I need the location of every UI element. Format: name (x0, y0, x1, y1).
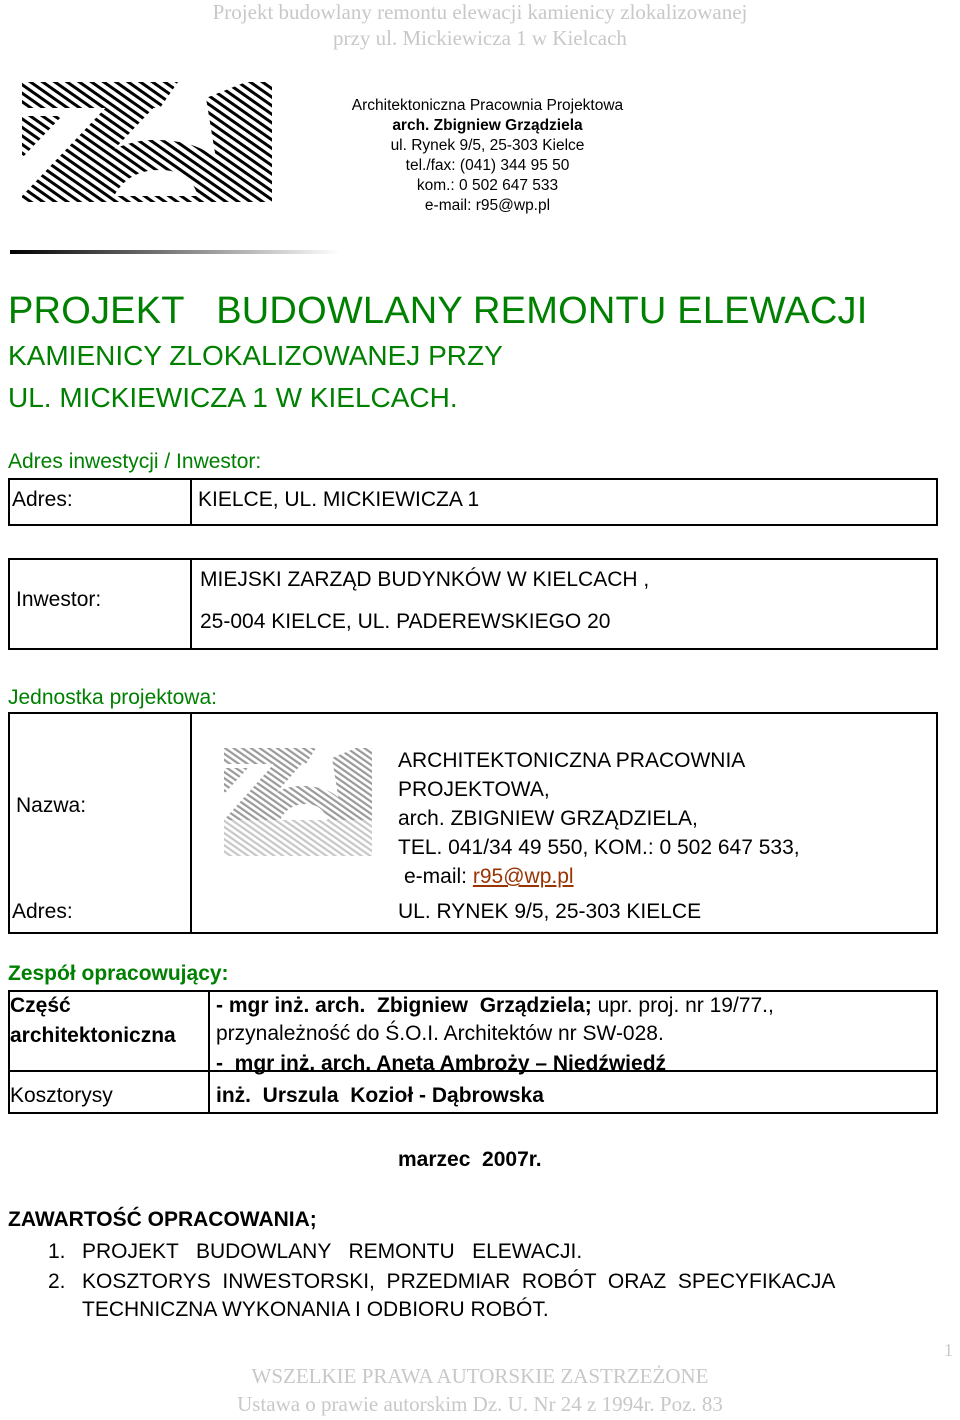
firm-mobile: kom.: 0 502 647 533 (416, 177, 559, 194)
unit-address-label: Adres: (12, 900, 73, 923)
document-title-line-3: UL. MICKIEWICZA 1 W KIELCACH. (8, 382, 458, 413)
firm-email: e-mail: r95@wp.pl (424, 197, 551, 214)
unit-heading: Jednostka projektowa: (8, 686, 217, 709)
firm-info (300, 96, 675, 216)
investor-line-2: 25-004 KIELCE, UL. PADEREWSKIEGO 20 (200, 610, 611, 633)
divider (190, 714, 192, 932)
firm-name: Architektoniczna Pracownia Projektowa (351, 97, 624, 114)
firm-telfax: tel./fax: (041) 344 95 50 (405, 157, 570, 174)
unit-email-link[interactable]: r95@wp.pl (472, 865, 574, 888)
unit-line-2: PROJEKTOWA, (398, 778, 550, 801)
unit-details (398, 746, 800, 891)
contents-item-1: PROJEKT BUDOWLANY REMONTU ELEWACJI. (82, 1240, 583, 1263)
member-1-name: - mgr inż. arch. Zbigniew Grządziela; (216, 994, 592, 1017)
document-title-line-2: KAMIENICY ZLOKALIZOWANEJ PRZY (8, 340, 503, 371)
divider (190, 560, 192, 648)
contents-item-2-num: 2. (48, 1270, 66, 1293)
part-label-1: Część (10, 994, 71, 1017)
page-number: 1 (944, 1340, 953, 1360)
address-label: Adres: (12, 488, 73, 511)
cost-value: inż. Urszula Kozioł - Dąbrowska (216, 1084, 544, 1107)
investor-label: Inwestor: (16, 588, 102, 611)
header-line-2: przy ul. Mickiewicza 1 w Kielcach (333, 26, 627, 50)
team-table (8, 990, 938, 1114)
address-value: KIELCE, UL. MICKIEWICZA 1 (198, 488, 480, 511)
unit-email-line (398, 862, 800, 891)
contents-item-2-line-2: TECHNICZNA WYKONANIA I ODBIORU ROBÓT. (82, 1298, 549, 1321)
unit-line-1: ARCHITEKTONICZNA PRACOWNIA (398, 749, 746, 772)
contents-item-2: KOSZTORYS INWESTORSKI, PRZEDMIAR ROBÓT ORAZ SPECYFIKACJA (82, 1270, 836, 1293)
investor-table (8, 558, 938, 650)
member-2: - mgr inż. arch. Aneta Ambroży – Niedźwiedź (216, 1052, 667, 1075)
unit-line-3: arch. ZBIGNIEW GRZĄDZIELA, (398, 807, 698, 830)
part-label-2: architektoniczna (10, 1024, 176, 1047)
footer-line-1: WSZELKIE PRAWA AUTORSKIE ZASTRZEŻONE (251, 1364, 709, 1388)
investment-heading: Adres inwestycji / Inwestor: (8, 450, 262, 473)
unit-email-prefix: e-mail: (404, 865, 473, 888)
cost-label: Kosztorysy (10, 1084, 113, 1107)
team-heading: Zespół opracowujący: (8, 962, 229, 985)
document-date: marzec 2007r. (398, 1148, 542, 1171)
header-line-1: Projekt budowlany remontu elewacji kamienicy zlokalizowanej (212, 0, 748, 24)
address-table (8, 478, 938, 526)
investor-line-1: MIEJSKI ZARZĄD BUDYNKÓW W KIELCACH , (200, 568, 650, 591)
firm-architect: arch. Zbigniew Grządziela (392, 117, 583, 134)
firm-logo (10, 78, 340, 262)
unit-table (8, 712, 938, 934)
document-title-line-1: PROJEKT BUDOWLANY REMONTU ELEWACJI (8, 290, 868, 332)
contents-item-1-num: 1. (48, 1240, 66, 1263)
member-1-line-1 (216, 994, 774, 1018)
divider (190, 480, 192, 524)
member-1-license: upr. proj. nr 19/77., (591, 994, 774, 1017)
firm-address: ul. Rynek 9/5, 25-303 Kielce (390, 137, 585, 154)
unit-line-4: TEL. 041/34 49 550, KOM.: 0 502 647 533, (398, 836, 800, 859)
member-1-line-2: przynależność do Ś.O.I. Architektów nr SW-028. (216, 1022, 664, 1045)
divider (208, 992, 210, 1112)
contents-heading: ZAWARTOŚĆ OPRACOWANIA; (8, 1208, 317, 1231)
footer-line-2: Ustawa o prawie autorskim Dz. U. Nr 24 z 1994r. Poz. 83 (237, 1392, 723, 1416)
unit-name-label: Nazwa: (16, 794, 87, 817)
unit-address-value: UL. RYNEK 9/5, 25-303 KIELCE (398, 900, 702, 923)
unit-logo (220, 746, 400, 864)
